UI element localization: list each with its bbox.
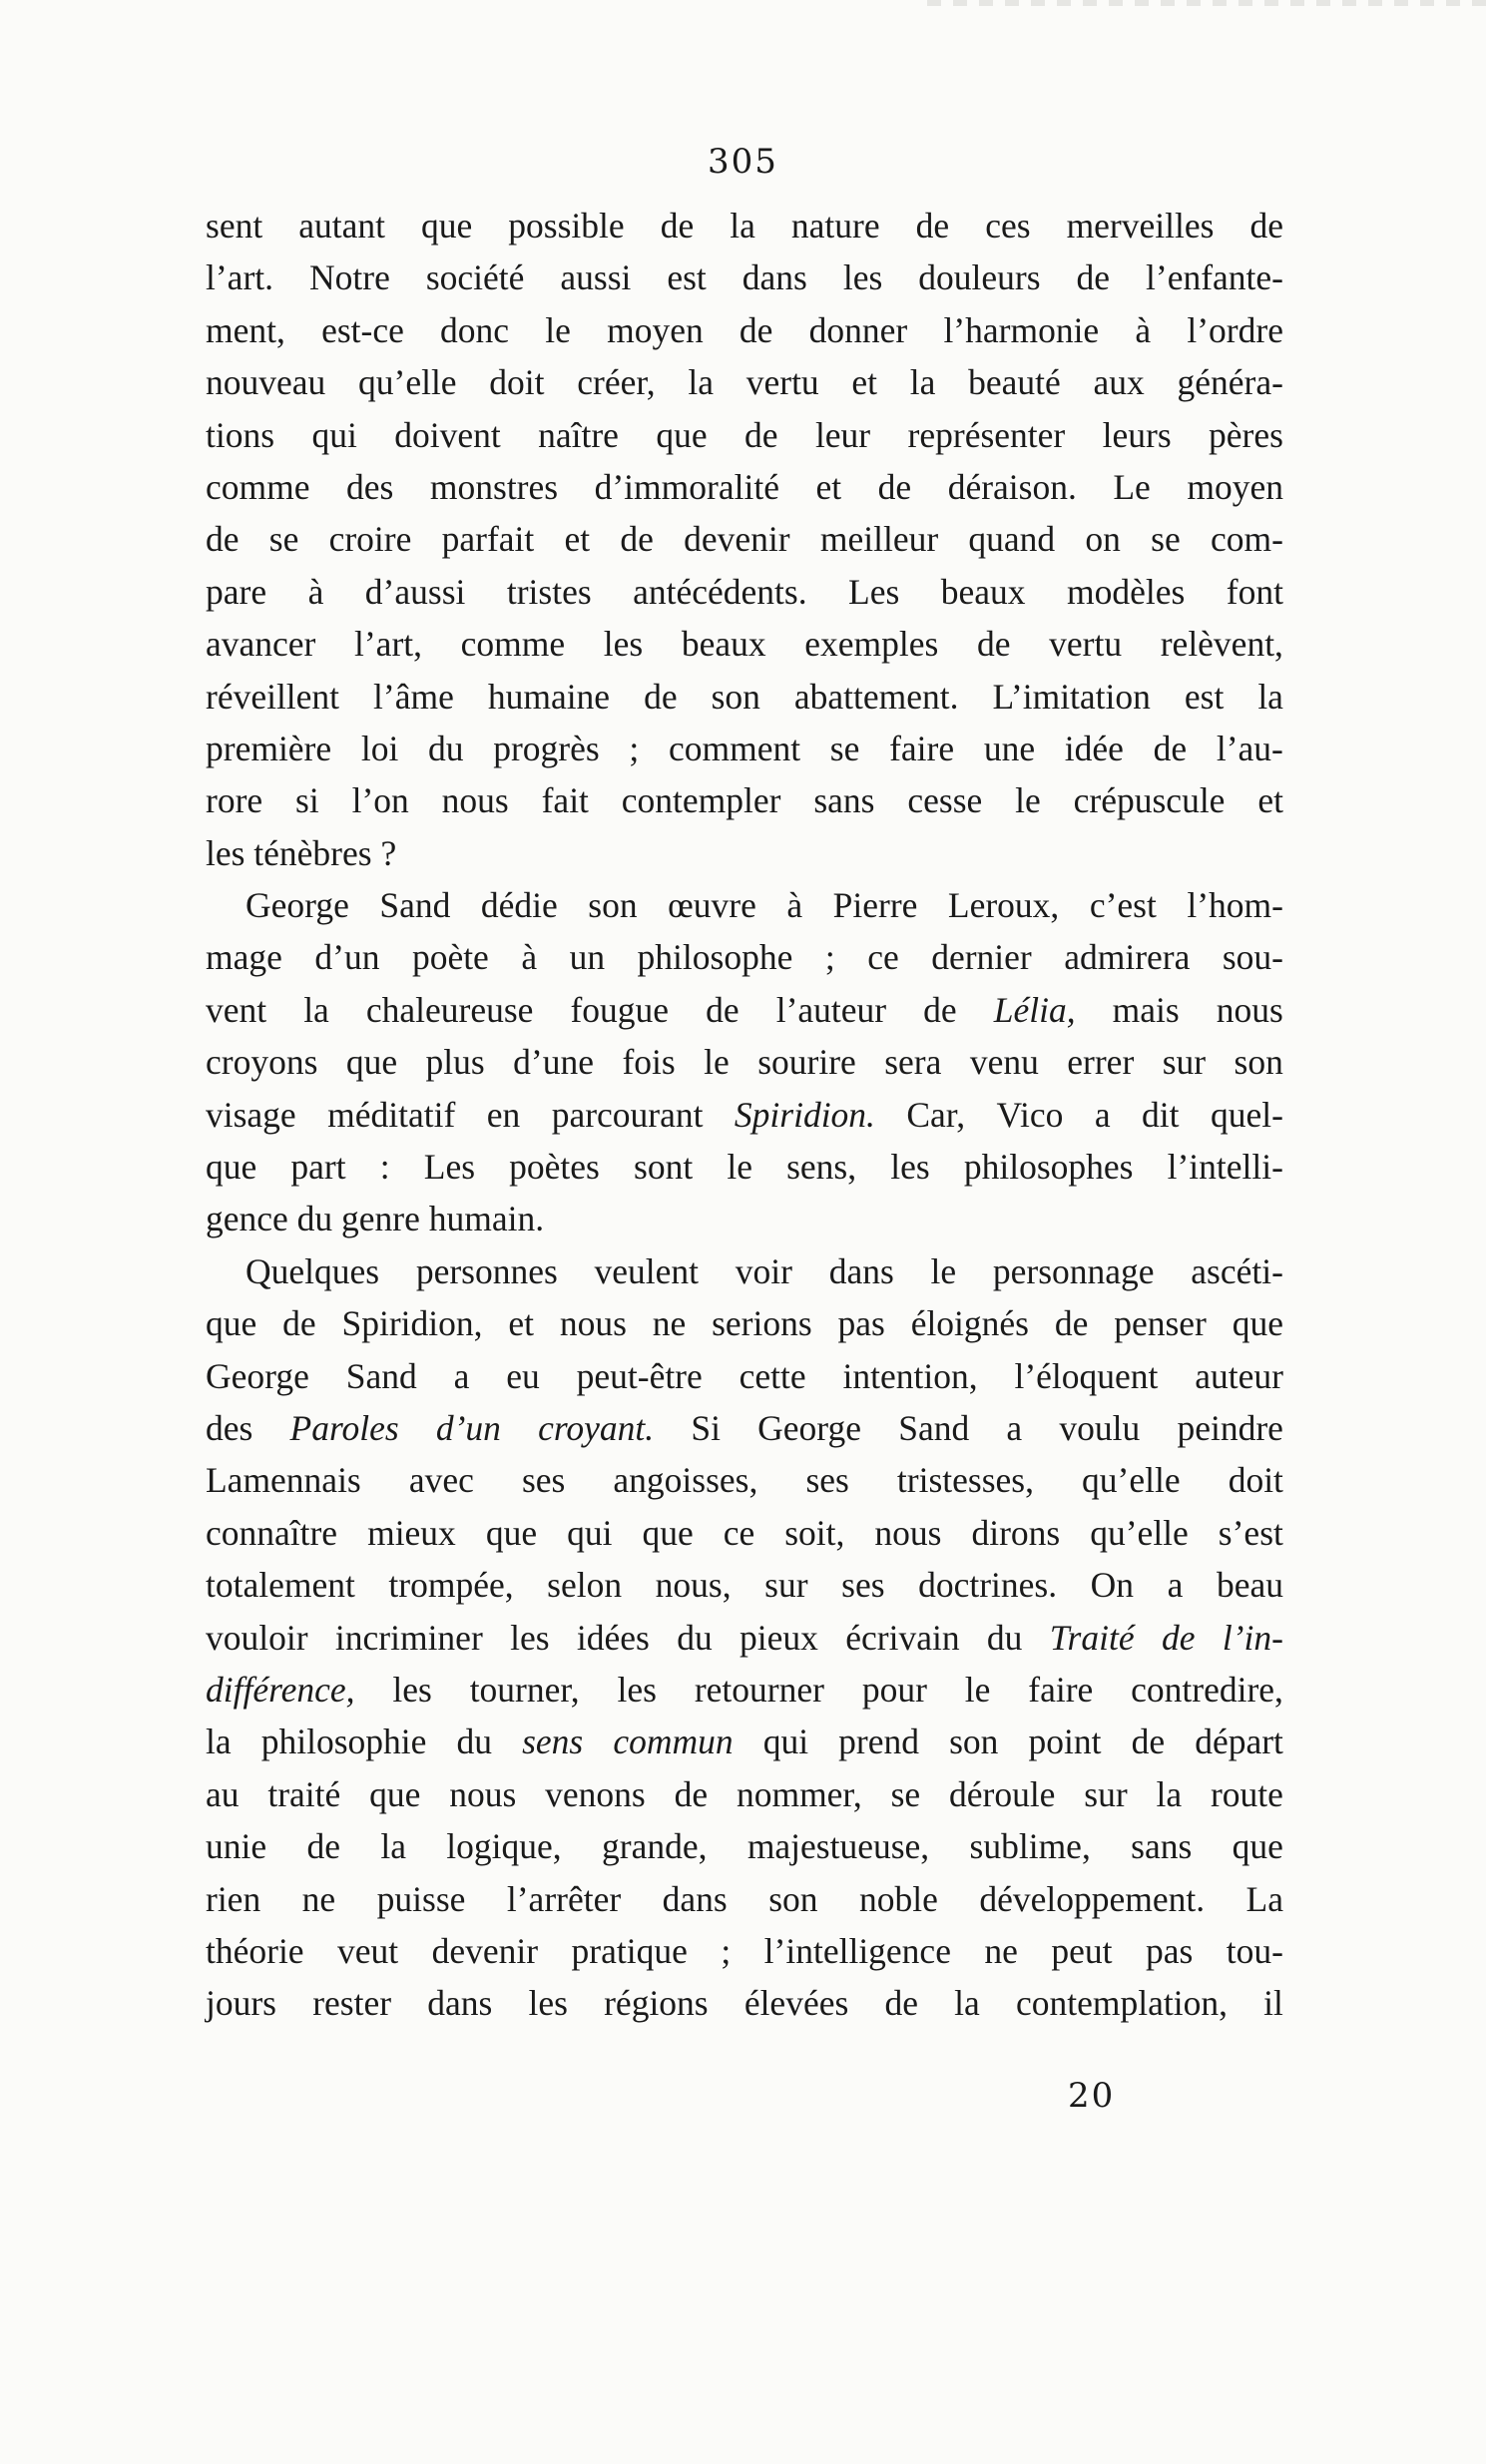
- text-line: des Paroles d’un croyant. Si George Sand a voulu peindre: [206, 1407, 1283, 1448]
- text-line: ment, est-ce donc le moyen de donner l’harmonie à l’ordre: [206, 309, 1283, 350]
- signature-mark: 20: [1068, 2076, 1116, 2116]
- text-line: que part : Les poètes sont le sens, les philosophes l’intelli-: [206, 1147, 1283, 1188]
- text-line: l’art. Notre société aussi est dans les douleurs de l’enfante-: [206, 257, 1283, 298]
- text-line: réveillent l’âme humaine de son abattement. L’imitation est la: [206, 676, 1283, 717]
- text-line: mage d’un poète à un philosophe ; ce dernier admirera sou-: [206, 937, 1283, 978]
- text-line: la philosophie du sens commun qui prend son point de départ: [206, 1722, 1283, 1762]
- text-line: vouloir incriminer les idées du pieux écrivain du Traité de l’in-: [206, 1617, 1283, 1658]
- text-line: vent la chaleureuse fougue de l’auteur de Lélia, mais nous: [206, 989, 1283, 1030]
- text-line: rien ne puisse l’arrêter dans son noble développement. La: [206, 1878, 1283, 1919]
- text-line: Quelques personnes veulent voir dans le personnage ascéti-: [246, 1250, 1283, 1291]
- text-line: jours rester dans les régions élevées de la contemplation, il: [206, 1983, 1283, 2024]
- text-line: au traité que nous venons de nommer, se déroule sur la route: [206, 1773, 1283, 1814]
- text-line: totalement trompée, selon nous, sur ses doctrines. On a beau: [206, 1565, 1283, 1606]
- text-line: que de Spiridion, et nous ne serions pas éloignés de penser que: [206, 1303, 1283, 1344]
- text-line: avancer l’art, comme les beaux exemples de vertu relèvent,: [206, 624, 1283, 665]
- text-line: visage méditatif en parcourant Spiridion. Car, Vico a dit quel-: [206, 1094, 1283, 1135]
- text-line: Lamennais avec ses angoisses, ses tristesses, qu’elle doit: [206, 1460, 1283, 1501]
- text-line: George Sand a eu peut-être cette intention, l’éloquent auteur: [206, 1355, 1283, 1396]
- text-line: comme des monstres d’immoralité et de déraison. Le moyen: [206, 466, 1283, 507]
- text-line: sent autant que possible de la nature de ces merveilles de: [206, 206, 1283, 246]
- text-line: rore si l’on nous fait contempler sans cesse le crépuscule et: [206, 780, 1283, 821]
- text-line: de se croire parfait et de devenir meilleur quand on se com-: [206, 519, 1283, 560]
- text-line: première loi du progrès ; comment se faire une idée de l’au-: [206, 728, 1283, 768]
- text-line: théorie veut devenir pratique ; l’intelligence ne peut pas tou-: [206, 1930, 1283, 1971]
- text-line: nouveau qu’elle doit créer, la vertu et la beauté aux généra-: [206, 362, 1283, 403]
- text-line: pare à d’aussi tristes antécédents. Les beaux modèles font: [206, 571, 1283, 612]
- page-number: 305: [708, 142, 778, 182]
- scan-edge-artifact: [927, 0, 1486, 6]
- text-line: croyons que plus d’une fois le sourire sera venu errer sur son: [206, 1042, 1283, 1083]
- body-text: [206, 200, 1283, 2030]
- text-line: tions qui doivent naître que de leur représenter leurs pères: [206, 414, 1283, 455]
- text-line: unie de la logique, grande, majestueuse, sublime, sans que: [206, 1826, 1283, 1867]
- text-line: différence, les tourner, les retourner pour le faire contredire,: [206, 1669, 1283, 1710]
- text-line: les ténèbres ?: [206, 832, 397, 873]
- text-line: gence du genre humain.: [206, 1199, 545, 1239]
- text-line: George Sand dédie son œuvre à Pierre Leroux, c’est l’hom-: [246, 885, 1283, 926]
- text-line: connaître mieux que qui que ce soit, nous dirons qu’elle s’est: [206, 1512, 1283, 1553]
